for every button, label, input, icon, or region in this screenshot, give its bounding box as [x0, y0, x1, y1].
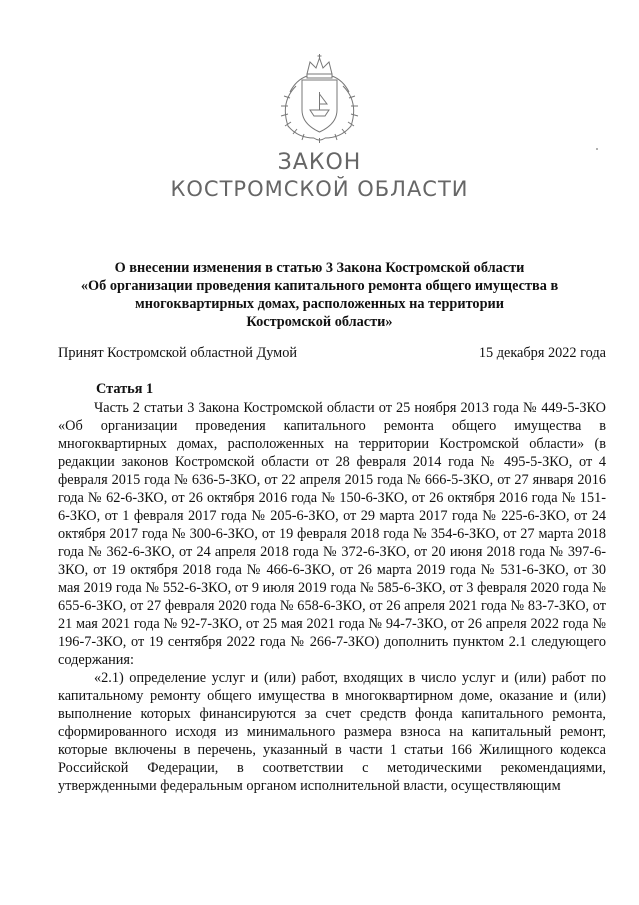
law-heading	[60, 259, 579, 331]
article-paragraph: Часть 2 статьи 3 Закона Костромской области от 25 ноября 2013 года № 449-5-ЗКО «Об организации проведения капитального ремонта общего имущества в многоквартирных домах, расположенных на территории Костромской области» (в редакции законов Костромской области от 28 февраля 2014 года № 495-5-ЗКО, от 4 февраля 2015 года № 636-5-ЗКО, от 22 апреля 2015 года № 666-5-ЗКО, от 27 января 2016 года № 62-6-ЗКО, от 26 октября 2016 года № 150-6-ЗКО, от 26 октября 2016 года № 151-6-ЗКО, от 1 февраля 2017 года № 205-6-ЗКО, от 29 марта 2017 года № 225-6-ЗКО, от 24 октября 2017 года № 300-6-ЗКО, от 19 февраля 2018 года № 354-6-ЗКО, от 27 марта 2018 года № 362-6-ЗКО, от 24 апреля 2018 года № 372-6-ЗКО, от 20 июня 2018 года № 397-6-ЗКО, от 19 октября 2018 года № 466-6-ЗКО, от 26 марта 2019 года № 531-6-ЗКО, от 30 мая 2019 года № 552-6-ЗКО, от 9 июля 2019 года № 585-6-ЗКО, от 3 февраля 2020 года № 655-6-ЗКО, от 27 февраля 2020 года № 658-6-ЗКО, от 26 апреля 2021 года № 83-7-ЗКО, от 21 мая 2021 года № 92-7-ЗКО, от 25 мая 2021 года № 94-7-ЗКО, от 26 апреля 2022 года № 196-7-ЗКО, от 19 сентября 2022 года № 266-7-ЗКО) дополнить пунктом 2.1 следующего содержания:	[58, 400, 606, 668]
article-title: Статья 1	[96, 381, 154, 397]
heading-line: О внесении изменения в статью 3 Закона Костромской области	[114, 260, 525, 276]
law-type-title: ЗАКОН	[277, 150, 362, 175]
heading-line: «Об организации проведения капитального ремонта общего имущества в	[80, 278, 559, 294]
article-body	[58, 399, 606, 795]
coat-of-arms-icon	[266, 52, 373, 144]
adopted-by: Принят Костромской областной Думой	[58, 345, 298, 361]
article-paragraph: «2.1) определение услуг и (или) работ, входящих в число услуг и (или) работ по капитальному ремонту общего имущества в многоквартирном доме, оказание и (или) выполнение которых финансируются за счет средств фонда капитального ремонта, сформированного исходя из минимального размера взноса на капитальный ремонт, которые включены в перечень, указанный в части 1 статьи 166 Жилищного кодекса Российской Федерации, в соответствии с методическими рекомендациями, утвержденными федеральным органом исполнительной власти, осуществляющим	[58, 670, 606, 794]
heading-line: Костромской области»	[246, 314, 393, 330]
adoption-line	[58, 345, 606, 362]
adoption-date: 15 декабря 2022 года	[478, 345, 606, 361]
region-title: КОСТРОМСКОЙ ОБЛАСТИ	[170, 177, 469, 201]
scan-artifact	[596, 148, 598, 150]
heading-line: многоквартирных домах, расположенных на территории	[134, 296, 505, 312]
